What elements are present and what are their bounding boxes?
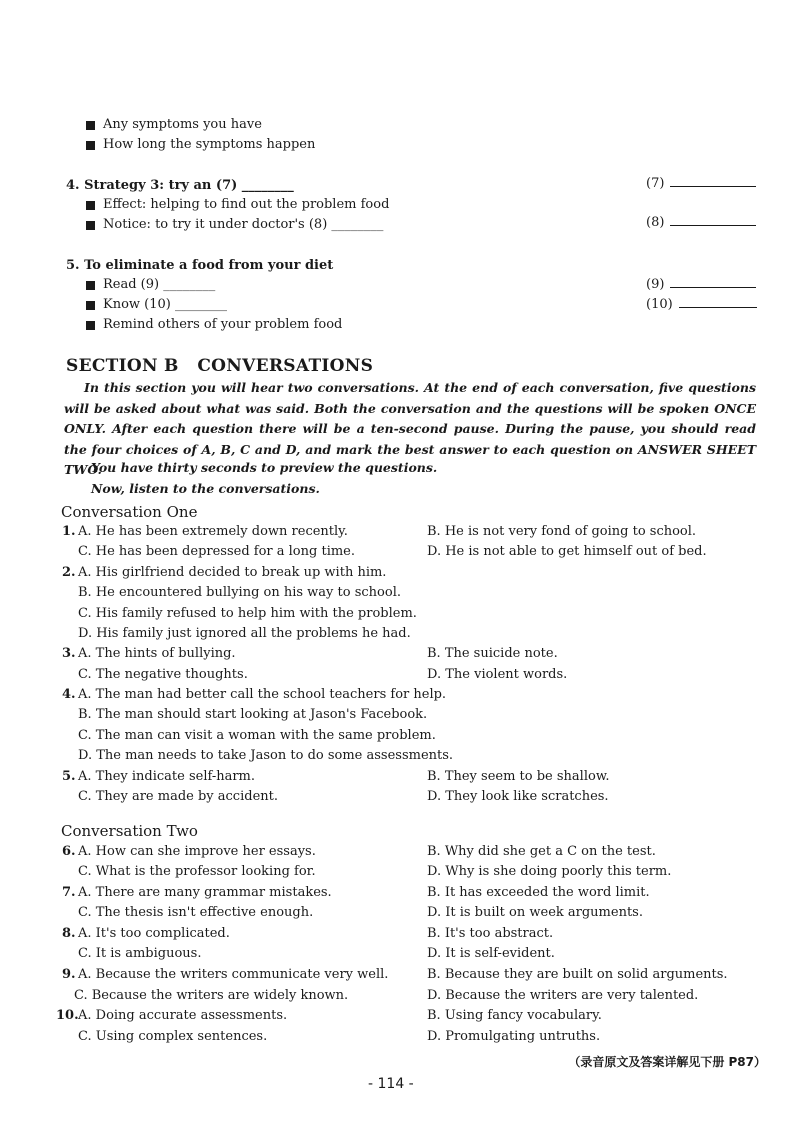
choice-a[interactable]: A. The hints of bullying. [78,646,236,661]
conversation-two-title: Conversation Two [61,822,198,840]
item4-heading: 4. Strategy 3: try an (7) ________ [66,178,294,193]
choice-b[interactable]: B. They seem to be shallow. [427,769,610,784]
bullet-icon [86,321,95,330]
bullet-icon [86,141,95,150]
choice-d[interactable]: D. Promulgating untruths. [427,1029,601,1044]
choice-b[interactable]: B. Because they are built on solid arguments. [427,967,728,982]
item5-read: Read (9) ________ [103,277,216,292]
bullet-text: Any symptoms you have [103,117,262,132]
choice-d[interactable]: D. Why is she doing poorly this term. [427,864,672,879]
choice-c[interactable]: C. The thesis isn't effective enough. [78,905,314,920]
question-number: 3. [62,646,76,661]
choice-d[interactable]: D. He is not able to get himself out of bed. [427,544,707,559]
instructions-text: In this section you will hear two conversations. At the end of each conversation, five questions will be asked about what was said. Both the conversation and the questions will be spoken ONCE ONLY. After each question there will be a ten-second pause. During the pause, you should read the four choices of A, B, C and D, and mark the best answer to each question on ANSWER SHEET TWO. [64,380,756,477]
choice-b[interactable]: B. Why did she get a C on the test. [427,844,656,859]
choice-a[interactable]: A. They indicate self-harm. [78,769,256,784]
choice-a[interactable]: A. Doing accurate assessments. [78,1008,288,1023]
choice-c[interactable]: C. They are made by accident. [78,789,278,804]
choice-a[interactable]: A. It's too complicated. [78,926,230,941]
item4-notice: Notice: to try it under doctor's (8) ________ [103,217,384,232]
answer-label: (7) [646,176,665,191]
choice-b[interactable]: B. The suicide note. [427,646,558,661]
choice-d[interactable]: D. It is built on week arguments. [427,905,643,920]
choice-b[interactable]: B. It's too abstract. [427,926,554,941]
bullet-icon [86,221,95,230]
choice-a[interactable]: A. He has been extremely down recently. [78,524,348,539]
item5-know: Know (10) ________ [103,297,227,312]
answer-label: (8) [646,215,665,230]
question-number: 6. [62,844,76,859]
listen-line: Now, listen to the conversations. [91,481,320,496]
bullet-icon [86,301,95,310]
item5-remind: Remind others of your problem food [103,317,343,332]
answer-blank-8[interactable] [646,215,756,230]
bullet-icon [86,281,95,290]
choice-c[interactable]: C. It is ambiguous. [78,946,202,961]
question-number: 8. [62,926,76,941]
item5-heading: 5. To eliminate a food from your diet [66,258,334,273]
choice-c[interactable]: C. The negative thoughts. [78,667,248,682]
section-title: SECTION B CONVERSATIONS [66,356,374,376]
item4-effect: Effect: helping to find out the problem food [103,197,390,212]
question-number: 4. [62,687,76,702]
answer-reference-note: （录音原文及答案详解见下册 P87） [568,1055,766,1069]
question-number: 1. [62,524,76,539]
answer-blank-7[interactable] [646,176,756,191]
choice-d[interactable]: D. His family just ignored all the problems he had. [78,626,411,641]
choice-d[interactable]: D. Because the writers are very talented. [427,988,699,1003]
choice-a[interactable]: A. His girlfriend decided to break up with him. [78,565,387,580]
choice-d[interactable]: D. They look like scratches. [427,789,609,804]
choice-a[interactable]: A. The man had better call the school teachers for help. [78,687,447,702]
choice-c[interactable]: C. He has been depressed for a long time. [78,544,355,559]
choice-a[interactable]: A. How can she improve her essays. [78,844,316,859]
choice-c[interactable]: C. His family refused to help him with the problem. [78,606,417,621]
choice-b[interactable]: B. The man should start looking at Jason's Facebook. [78,707,428,722]
bullet-icon [86,121,95,130]
answer-label: (10) [646,297,673,312]
choice-d[interactable]: D. It is self-evident. [427,946,555,961]
choice-b[interactable]: B. He encountered bullying on his way to school. [78,585,401,600]
choice-c[interactable]: C. What is the professor looking for. [78,864,316,879]
choice-c[interactable]: C. The man can visit a woman with the same problem. [78,728,436,743]
bullet-icon [86,201,95,210]
choice-c[interactable]: C. Using complex sentences. [78,1029,268,1044]
choice-b[interactable]: B. It has exceeded the word limit. [427,885,650,900]
choice-b[interactable]: B. Using fancy vocabulary. [427,1008,602,1023]
answer-blank-9[interactable] [646,277,756,292]
question-number: 2. [62,565,76,580]
question-number: 9. [62,967,76,982]
answer-label: (9) [646,277,665,292]
question-number: 10. [56,1008,79,1023]
choice-a[interactable]: A. There are many grammar mistakes. [78,885,332,900]
choice-d[interactable]: D. The man needs to take Jason to do some assessments. [78,748,454,763]
answer-blank-10[interactable] [646,297,757,312]
bullet-text: How long the symptoms happen [103,137,316,152]
conversation-one-title: Conversation One [61,503,198,521]
choice-a[interactable]: A. Because the writers communicate very well. [78,967,389,982]
question-number: 7. [62,885,76,900]
choice-d[interactable]: D. The violent words. [427,667,568,682]
choice-b[interactable]: B. He is not very fond of going to school. [427,524,697,539]
choice-c[interactable]: C. Because the writers are widely known. [74,988,349,1003]
preview-line: You have thirty seconds to preview the questions. [91,460,438,475]
page-number: - 114 - [368,1076,414,1092]
question-number: 5. [62,769,76,784]
